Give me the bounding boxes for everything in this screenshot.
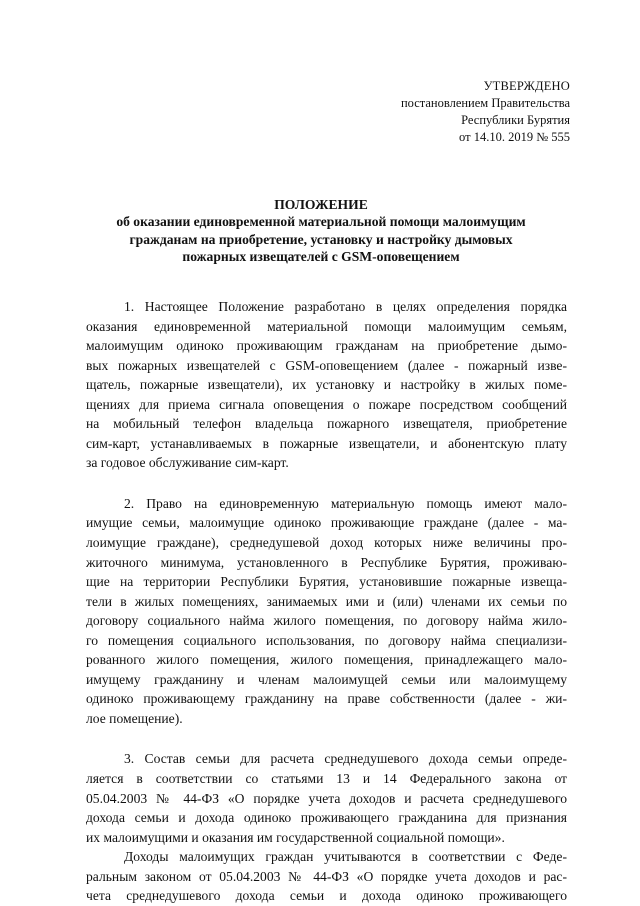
paragraph-line: ральным законом от 05.04.2003 № 44-ФЗ «О порядке учета доходов и рас-: [86, 868, 567, 884]
paragraph-line: имущие семьи, малоимущие одиноко проживающие граждане (далее - ма-: [86, 515, 567, 531]
paragraph-line: щие на территории Республики Бурятия, установившие пожарные извеща-: [86, 574, 567, 590]
paragraph-line: 05.04.2003 № 44-ФЗ «О порядке учета доходов и расчета среднедушевого: [86, 790, 567, 806]
paragraph-line: сим-карт, устанавливаемых в пожарные извещатели, и абонентскую плату: [86, 435, 567, 451]
paragraph-line: щениях для приема сигнала оповещения о пожаре посредством сообщений: [86, 396, 567, 412]
document-title-block: [86, 196, 556, 265]
paragraph-spacer: [86, 728, 567, 749]
paragraph-line: го помещения социального использования, по договору найма специализи-: [86, 632, 567, 648]
paragraph-line: лоимущие граждане), среднедушевой доход которых ниже величины про-: [86, 535, 567, 551]
document-subtitle-line: пожарных извещателей с GSM-оповещением: [182, 248, 460, 264]
paragraph-line: на мобильный телефон владельца пожарного извещателя, приобретение: [86, 416, 567, 432]
document-title: ПОЛОЖЕНИЕ: [274, 197, 368, 212]
paragraph-line: рованного жилого помещения, жилого помещения, принадлежащего мало-: [86, 652, 567, 668]
paragraph: [86, 297, 567, 473]
document-subtitle-line: об оказании единовременной материальной помощи малоимущим: [116, 214, 526, 230]
approval-stamp: [401, 78, 570, 146]
paragraph-line: 2. Право на единовременную материальную помощь имеют мало-: [124, 495, 567, 511]
paragraph-line: малоимущим одиноко проживающим гражданам на приобретение дымо-: [86, 338, 567, 354]
paragraph: [86, 847, 567, 906]
approval-date-number: от 14.10. 2019 № 555: [459, 130, 570, 144]
paragraph-line: имущему гражданину и членам малоимущей семьи или малоимущему: [86, 671, 567, 687]
paragraph-line: их малоимущими и оказания им государственной социальной помощи».: [86, 829, 505, 845]
paragraph-line: за годовое обслуживание сим-карт.: [86, 455, 289, 471]
paragraph-line: дохода семьи и дохода одиноко проживающего гражданина для признания: [86, 810, 567, 826]
document-body: [86, 297, 567, 906]
paragraph-line: Доходы малоимущих граждан учитываются в соответствии с Феде-: [124, 849, 567, 865]
paragraph-line: ляется в соответствии со статьями 13 и 14 Федерального закона от: [86, 771, 567, 787]
paragraph-line: житочного минимума, установленного в Республике Бурятия, проживаю-: [86, 554, 567, 570]
paragraph-line: щатель, пожарные извещатели), их установку и настройку в жилых поме-: [86, 377, 567, 393]
paragraph-line: лое помещение).: [86, 710, 183, 726]
paragraph-line: 1. Настоящее Положение разработано в целях определения порядка: [124, 299, 567, 314]
paragraph-line: чета среднедушевого дохода семьи и дохода одиноко проживающего: [86, 888, 567, 904]
approval-heading: УТВЕРЖДЕНО: [483, 79, 570, 93]
paragraph: [86, 749, 567, 847]
paragraph-line: 3. Состав семьи для расчета среднедушевого дохода семьи опреде-: [124, 751, 567, 767]
approval-authority: Республики Бурятия: [461, 113, 570, 127]
approval-resolution: постановлением Правительства: [400, 96, 570, 110]
paragraph-spacer: [86, 473, 567, 494]
paragraph-line: оказания единовременной материальной помощи малоимущим семьям,: [86, 318, 567, 334]
paragraph-line: одиноко проживающему гражданину на праве собственности (далее - жи-: [86, 691, 567, 707]
paragraph-line: вых пожарных извещателей с GSM-оповещением (далее - пожарный изве-: [86, 357, 567, 373]
paragraph-line: договору социального найма жилого помещения, по договору найма жило-: [86, 613, 567, 629]
document-subtitle-line: гражданам на приобретение, установку и настройку дымовых: [129, 231, 513, 247]
paragraph: [86, 494, 567, 729]
paragraph-line: тели в жилых помещениях, занимаемых ими и (или) членами их семьи по: [86, 593, 567, 609]
